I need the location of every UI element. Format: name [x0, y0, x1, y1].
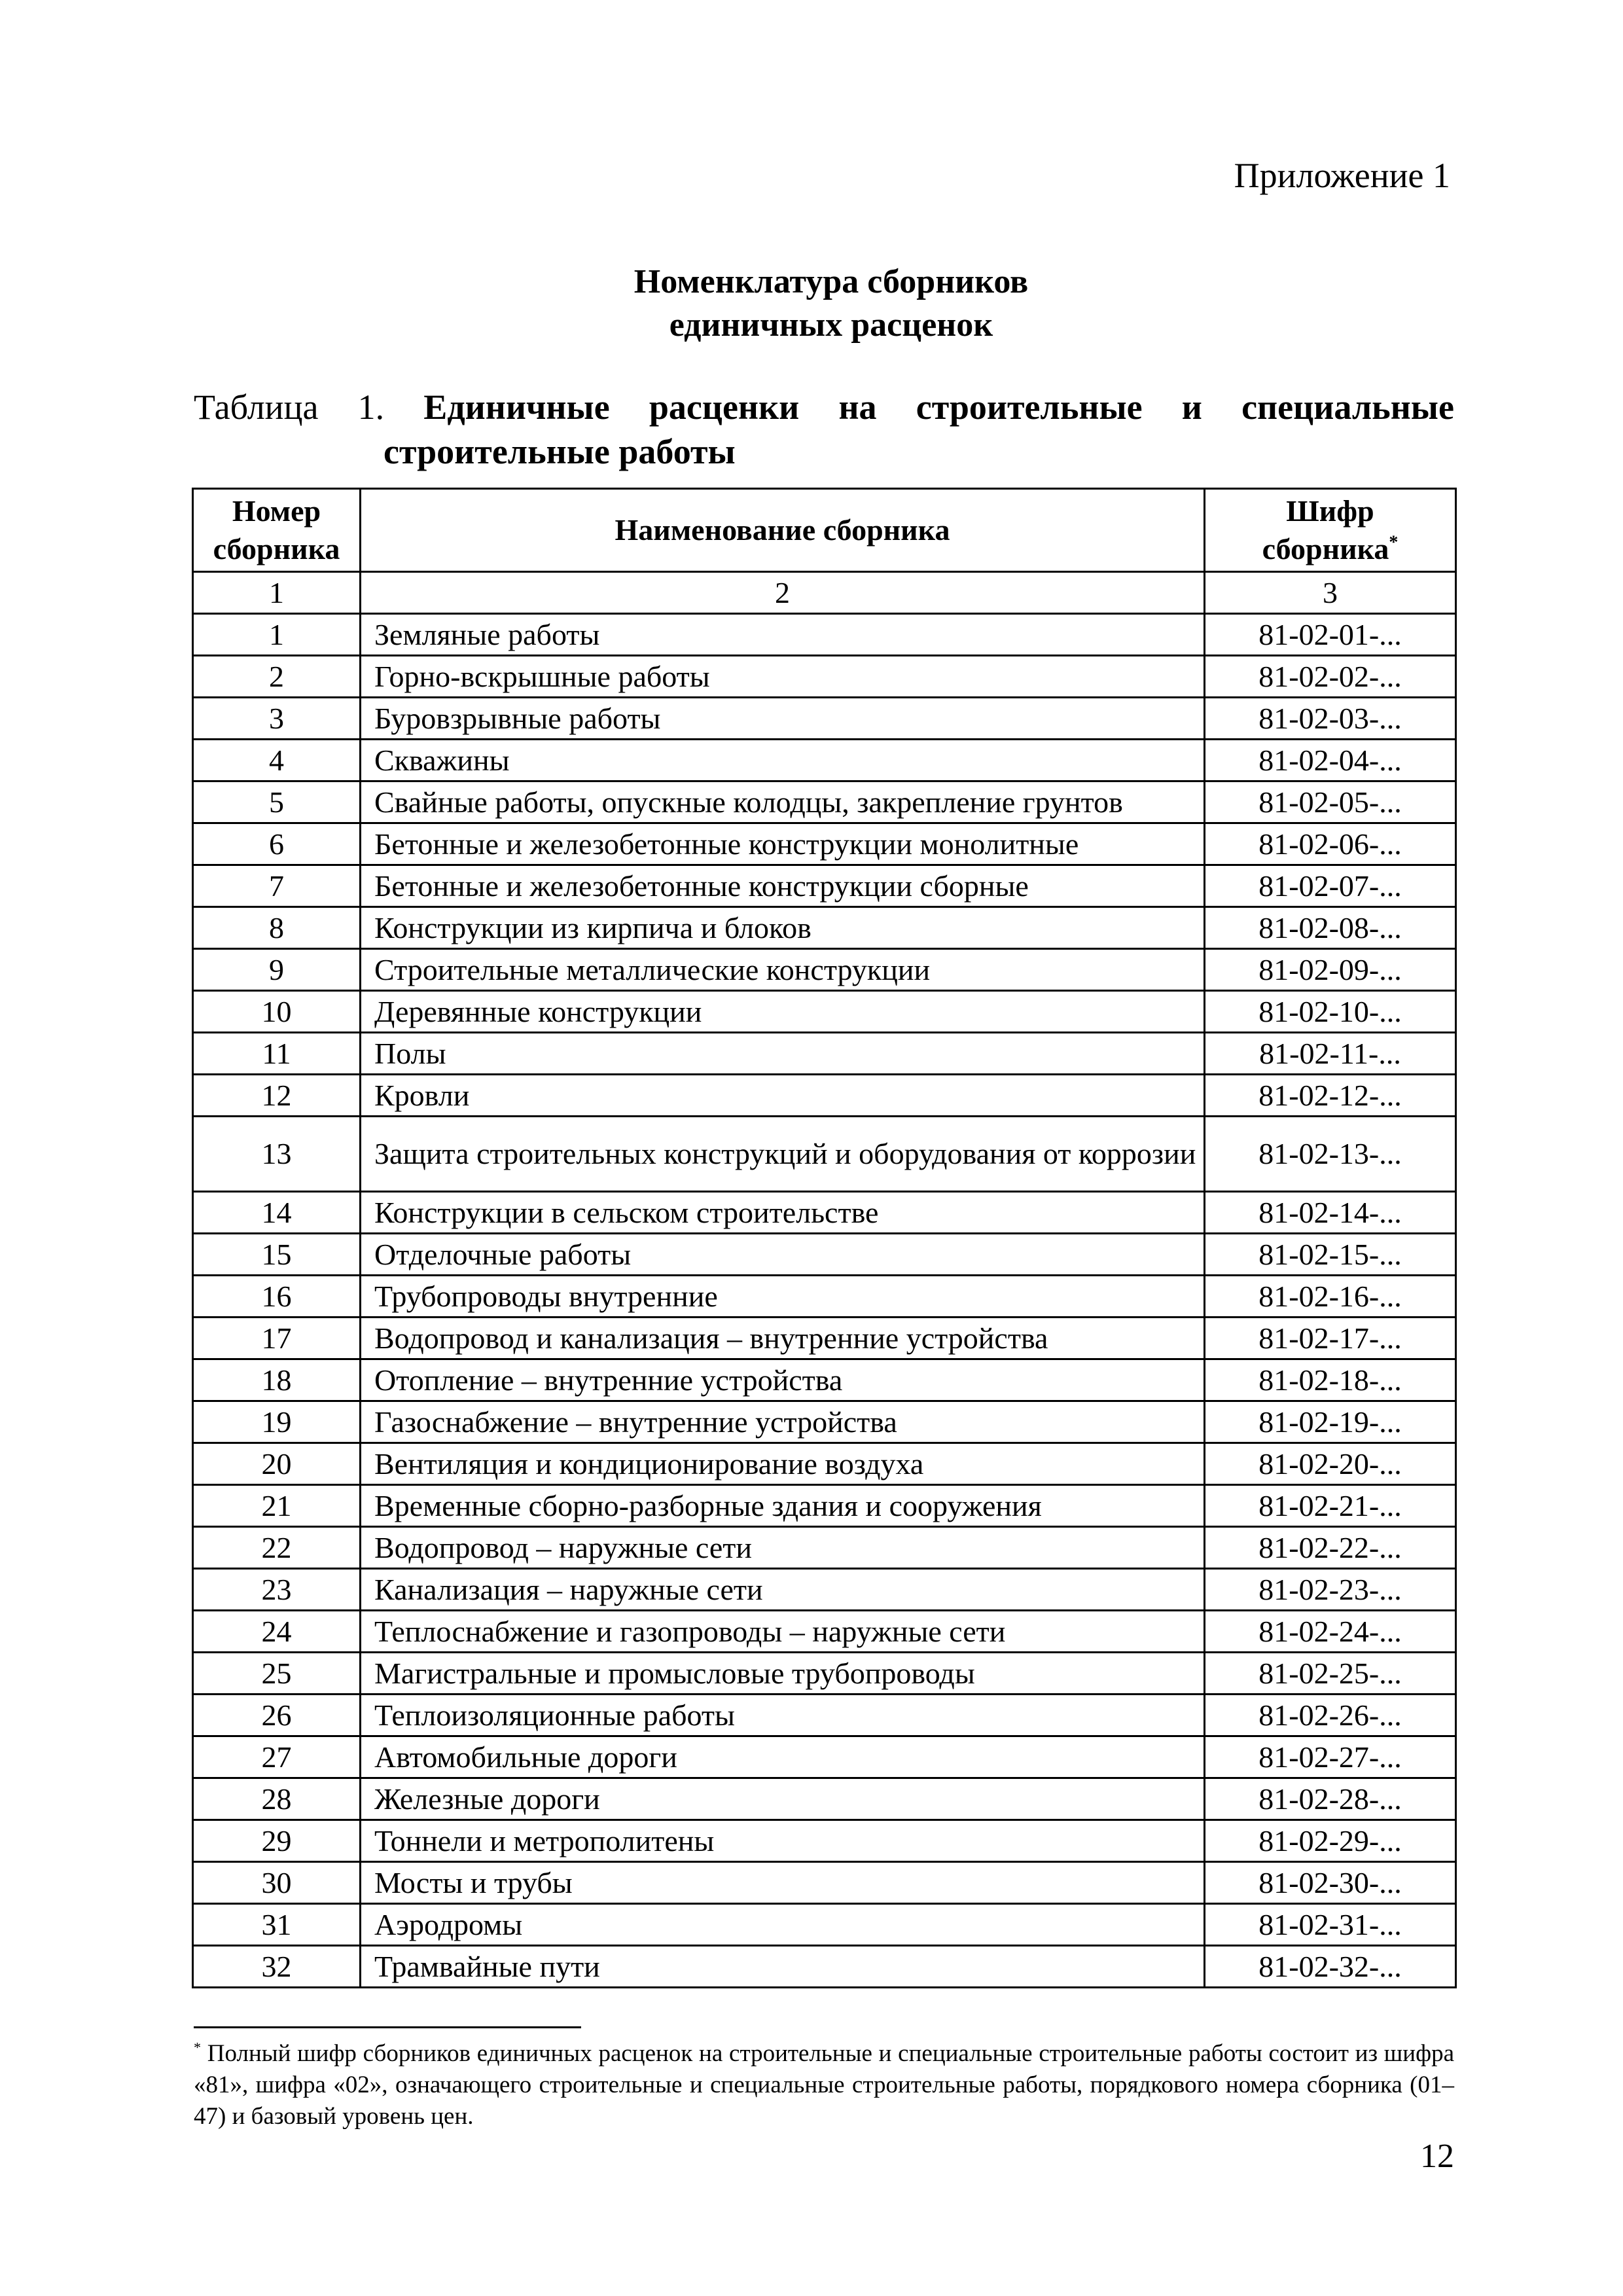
collection-number-cell: 1 [193, 614, 361, 656]
collection-name-cell: Конструкции из кирпича и блоков [361, 907, 1205, 949]
collection-number-cell: 8 [193, 907, 361, 949]
collection-code-cell: 81-02-29-... [1205, 1820, 1456, 1862]
footnote-marker: * [1389, 532, 1399, 553]
collection-code-cell: 81-02-12-... [1205, 1075, 1456, 1117]
column-index-cell: 2 [361, 572, 1205, 614]
collection-code-cell: 81-02-04-... [1205, 740, 1456, 781]
collection-name-cell: Тоннели и метрополитены [361, 1820, 1205, 1862]
collection-code-cell: 81-02-31-... [1205, 1904, 1456, 1946]
caption-word: строительные [916, 387, 1143, 427]
column-index-cell: 1 [193, 572, 361, 614]
table-row [193, 1192, 1456, 1234]
collection-code-cell: 81-02-16-... [1205, 1276, 1456, 1318]
collection-code-cell: 81-02-10-... [1205, 991, 1456, 1033]
table-row [193, 1695, 1456, 1736]
collection-code-cell: 81-02-18-... [1205, 1359, 1456, 1401]
column-index-cell: 3 [1205, 572, 1456, 614]
collection-number-cell: 29 [193, 1820, 361, 1862]
collection-code-cell: 81-02-27-... [1205, 1736, 1456, 1778]
table-row [193, 656, 1456, 698]
collection-name-cell: Отопление – внутренние устройства [361, 1359, 1205, 1401]
collection-name-cell: Водопровод и канализация – внутренние устройства [361, 1318, 1205, 1359]
collection-number-cell: 16 [193, 1276, 361, 1318]
collection-number-cell: 3 [193, 698, 361, 740]
caption-word: Единичные [423, 387, 610, 427]
collection-number-cell: 31 [193, 1904, 361, 1946]
collection-number-cell: 18 [193, 1359, 361, 1401]
table-caption [194, 385, 1454, 474]
collection-name-cell: Трубопроводы внутренние [361, 1276, 1205, 1318]
collection-name-cell: Отделочные работы [361, 1234, 1205, 1276]
caption-word: и [1181, 387, 1202, 427]
collection-name-cell: Конструкции в сельском строительстве [361, 1192, 1205, 1234]
collection-number-cell: 11 [193, 1033, 361, 1075]
table-row [193, 865, 1456, 907]
collection-name-cell: Магистральные и промысловые трубопроводы [361, 1653, 1205, 1695]
collection-code-cell: 81-02-03-... [1205, 698, 1456, 740]
document-title [0, 260, 1623, 347]
document-title-line-1: Номенклатура сборников [633, 263, 1029, 300]
collection-code-cell: 81-02-30-... [1205, 1862, 1456, 1904]
table-row [193, 614, 1456, 656]
header-collection-name: Наименование сборника [361, 489, 1205, 572]
collection-code-cell: 81-02-21-... [1205, 1485, 1456, 1527]
collection-number-cell: 22 [193, 1527, 361, 1569]
table-row [193, 1778, 1456, 1820]
collection-code-cell: 81-02-22-... [1205, 1527, 1456, 1569]
table-row [193, 781, 1456, 823]
table-row [193, 1443, 1456, 1485]
collection-number-cell: 13 [193, 1117, 361, 1192]
collection-number-cell: 4 [193, 740, 361, 781]
collection-number-cell: 24 [193, 1611, 361, 1653]
collection-name-cell: Мосты и трубы [361, 1862, 1205, 1904]
collection-name-cell: Скважины [361, 740, 1205, 781]
collection-code-cell: 81-02-26-... [1205, 1695, 1456, 1736]
caption-prefix: Таблица [194, 387, 319, 427]
table-caption-line-1 [194, 385, 1454, 429]
page-number: 12 [1420, 2138, 1454, 2175]
collection-number-cell: 25 [193, 1653, 361, 1695]
collection-name-cell: Земляные работы [361, 614, 1205, 656]
collection-number-cell: 15 [193, 1234, 361, 1276]
collection-number-cell: 26 [193, 1695, 361, 1736]
header-collection-number-line-1: Номер [232, 494, 321, 528]
table-row [193, 1653, 1456, 1695]
table-row [193, 740, 1456, 781]
footnote-text: Полный шифр сборников единичных расценок на строительные и специальные строительные работы состоит из шифра «81», шифра «02», означающего строительные и специальные строительные работы, порядкового номера сборника (01–47) и базовый уровень цен. [194, 2040, 1455, 2130]
collection-code-cell: 81-02-24-... [1205, 1611, 1456, 1653]
collection-name-cell: Горно-вскрышные работы [361, 656, 1205, 698]
caption-word: расценки [649, 387, 800, 427]
header-collection-code-line-1: Шифр [1286, 494, 1374, 528]
column-index-row [193, 572, 1456, 614]
table-row [193, 1276, 1456, 1318]
collection-number-cell: 19 [193, 1401, 361, 1443]
collection-number-cell: 14 [193, 1192, 361, 1234]
collection-code-cell: 81-02-20-... [1205, 1443, 1456, 1485]
collection-number-cell: 23 [193, 1569, 361, 1611]
collection-number-cell: 5 [193, 781, 361, 823]
table-row [193, 1569, 1456, 1611]
collection-number-cell: 30 [193, 1862, 361, 1904]
collection-number-cell: 28 [193, 1778, 361, 1820]
table-row [193, 823, 1456, 865]
table-row [193, 1611, 1456, 1653]
header-collection-number-line-2: сборника [213, 532, 340, 565]
collection-name-cell: Деревянные конструкции [361, 991, 1205, 1033]
collection-name-cell: Трамвайные пути [361, 1946, 1205, 1988]
table-row [193, 991, 1456, 1033]
collection-name-cell: Вентиляция и кондиционирование воздуха [361, 1443, 1205, 1485]
collection-name-cell: Защита строительных конструкций и оборудования от коррозии [361, 1117, 1205, 1192]
document-title-line-2: единичных расценок [669, 306, 993, 344]
collection-name-cell: Буровзрывные работы [361, 698, 1205, 740]
collection-code-cell: 81-02-15-... [1205, 1234, 1456, 1276]
table-row [193, 1117, 1456, 1192]
collection-number-cell: 2 [193, 656, 361, 698]
table-header-row [193, 489, 1456, 572]
collection-code-cell: 81-02-19-... [1205, 1401, 1456, 1443]
caption-word: специальные [1241, 387, 1454, 427]
table-row [193, 1234, 1456, 1276]
collection-code-cell: 81-02-09-... [1205, 949, 1456, 991]
table-row [193, 1033, 1456, 1075]
table-caption-line-2: строительные работы [383, 432, 736, 471]
collection-name-cell: Аэродромы [361, 1904, 1205, 1946]
table-row [193, 1485, 1456, 1527]
table-row [193, 949, 1456, 991]
table-row [193, 698, 1456, 740]
collection-name-cell: Теплоснабжение и газопроводы – наружные сети [361, 1611, 1205, 1653]
collection-name-cell: Полы [361, 1033, 1205, 1075]
collection-code-cell: 81-02-28-... [1205, 1778, 1456, 1820]
table-row [193, 1904, 1456, 1946]
collection-number-cell: 12 [193, 1075, 361, 1117]
collection-number-cell: 21 [193, 1485, 361, 1527]
collection-number-cell: 32 [193, 1946, 361, 1988]
collection-name-cell: Строительные металлические конструкции [361, 949, 1205, 991]
collection-code-cell: 81-02-08-... [1205, 907, 1456, 949]
collection-number-cell: 9 [193, 949, 361, 991]
collection-code-cell: 81-02-32-... [1205, 1946, 1456, 1988]
collection-number-cell: 17 [193, 1318, 361, 1359]
collection-name-cell: Бетонные и железобетонные конструкции сборные [361, 865, 1205, 907]
table-row [193, 1318, 1456, 1359]
caption-number: 1. [357, 387, 385, 427]
collections-table [192, 488, 1457, 1988]
collection-code-cell: 81-02-17-... [1205, 1318, 1456, 1359]
appendix-label: Приложение 1 [1234, 156, 1450, 195]
collection-code-cell: 81-02-11-... [1205, 1033, 1456, 1075]
collection-code-cell: 81-02-13-... [1205, 1117, 1456, 1192]
table-row [193, 1075, 1456, 1117]
collection-number-cell: 10 [193, 991, 361, 1033]
table-row [193, 1862, 1456, 1904]
collection-name-cell: Газоснабжение – внутренние устройства [361, 1401, 1205, 1443]
table-row [193, 1820, 1456, 1862]
collection-code-cell: 81-02-02-... [1205, 656, 1456, 698]
collection-code-cell: 81-02-06-... [1205, 823, 1456, 865]
header-collection-number [193, 489, 361, 572]
collection-code-cell: 81-02-25-... [1205, 1653, 1456, 1695]
collection-name-cell: Кровли [361, 1075, 1205, 1117]
collection-number-cell: 27 [193, 1736, 361, 1778]
collection-code-cell: 81-02-01-... [1205, 614, 1456, 656]
collection-name-cell: Бетонные и железобетонные конструкции монолитные [361, 823, 1205, 865]
collection-name-cell: Свайные работы, опускные колодцы, закрепление грунтов [361, 781, 1205, 823]
collection-number-cell: 20 [193, 1443, 361, 1485]
table-row [193, 1946, 1456, 1988]
footnote-marker: * [194, 2039, 201, 2056]
collection-name-cell: Временные сборно-разборные здания и сооружения [361, 1485, 1205, 1527]
table-row [193, 1359, 1456, 1401]
collection-name-cell: Автомобильные дороги [361, 1736, 1205, 1778]
collection-number-cell: 7 [193, 865, 361, 907]
collection-name-cell: Теплоизоляционные работы [361, 1695, 1205, 1736]
table-row [193, 1736, 1456, 1778]
header-collection-code-line-2: сборника [1262, 532, 1389, 565]
collection-code-cell: 81-02-23-... [1205, 1569, 1456, 1611]
collection-name-cell: Водопровод – наружные сети [361, 1527, 1205, 1569]
footnote-separator [194, 2026, 581, 2028]
collection-code-cell: 81-02-07-... [1205, 865, 1456, 907]
collection-number-cell: 6 [193, 823, 361, 865]
caption-word: на [838, 387, 877, 427]
table-row [193, 907, 1456, 949]
header-collection-code [1205, 489, 1456, 572]
collection-code-cell: 81-02-05-... [1205, 781, 1456, 823]
collection-name-cell: Железные дороги [361, 1778, 1205, 1820]
collection-code-cell: 81-02-14-... [1205, 1192, 1456, 1234]
table-row [193, 1527, 1456, 1569]
table-row [193, 1401, 1456, 1443]
collection-name-cell: Канализация – наружные сети [361, 1569, 1205, 1611]
footnote [194, 2038, 1454, 2132]
